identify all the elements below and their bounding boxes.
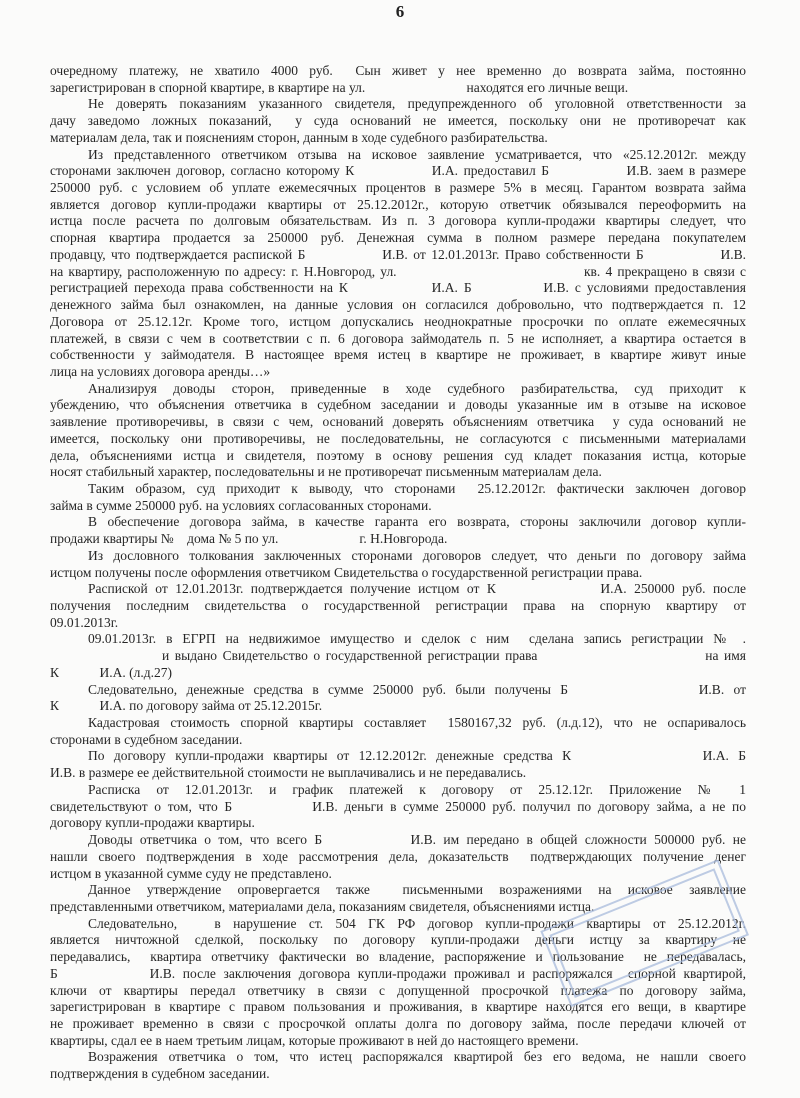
text-line: лица на условиях договора аренды…»: [50, 363, 271, 379]
text-line: договору купли-продажи квартиры.: [50, 815, 255, 831]
text-line: спорная квартира продается за 250000 руб. Денежная сумма в полном размере передана покупателем: [50, 230, 746, 246]
text-line: Доводы ответчика о том, что всего Б И.В. им передано в общей сложности 500000 руб. не: [88, 832, 746, 848]
text-line: Данное утверждение опровергается также письменными возражениями на исковое заявление: [88, 882, 746, 898]
text-line: ключи от квартиры передал ответчику в связи с допущенной просрочкой платежа по договору займа,: [50, 982, 746, 998]
text-line: дачу заведомо ложных показаний, у суда оснований не имеется, поскольку они не противоречат как: [50, 113, 746, 129]
text-line: Таким образом, суд приходит к выводу, что сторонами 25.12.2012г. фактически заключен договор: [88, 480, 746, 496]
page-number: 6: [395, 2, 405, 21]
text-line: В обеспечение договора займа, в качестве гаранта его возврата, стороны заключили договор купли-: [88, 514, 746, 530]
text-line: является договор купли-продажи квартиры от 25.12.2012г., которую ответчик обязывался переоформить на: [50, 196, 746, 212]
text-line: Следовательно, денежные средства в сумме 250000 руб. были получены Б И.В. от: [88, 681, 746, 697]
text-line: И.В. в размере ее действительной стоимости не выплачивались и не передавались.: [50, 765, 527, 781]
document-body: [50, 63, 746, 1083]
text-line: собственности у займодателя. В настоящее время истец в квартире не проживает, в квартире живут иные: [50, 347, 746, 363]
text-line: сторонами заключен договор, согласно которому К И.А. предоставил Б И.В. заем в размере: [50, 163, 746, 179]
text-line: К И.А. (л.д.27): [50, 664, 172, 680]
text-line: денежного займа был ознакомлен, на данные условия он согласился добровольно, что подтверждается п. 12: [50, 297, 746, 313]
paragraph: [50, 147, 746, 381]
text-line: Анализируя доводы сторон, приведенные в ходе судебного разбирательства, суд приходит к: [88, 380, 746, 396]
text-line: является ничтожной сделкой, поскольку по договору купли-продажи деньги истцу за квартиру не: [50, 932, 746, 948]
paragraph: [50, 631, 746, 681]
text-line: материалам дела, так и пояснениям сторон, данным в ходе судебного разбирательства.: [50, 129, 548, 145]
text-line: передавались, квартира ответчику фактически во владение, распоряжение и пользование не передавалась,: [50, 949, 746, 965]
paragraph: [50, 715, 746, 748]
text-line: очередному платежу, не хватило 4000 руб. Сын живет у нее временно до возврата займа, постоянно: [50, 63, 746, 78]
text-line: дела, объяснениями истца и свидетеля, поэтому в основу решения суд кладет показания истца, которые: [50, 447, 746, 463]
text-line: Кадастровая стоимость спорной квартиры составляет 1580167,32 руб. (л.д.12), что не оспаривалось: [88, 715, 746, 731]
text-line: представленными ответчиком, материалами дела, показаниям свидетеля, объяснениями истца.: [50, 898, 595, 914]
text-line: продажи квартиры № дома № 5 по ул. г. Н.Новгорода.: [50, 531, 448, 547]
paragraph: [50, 481, 746, 514]
text-line: Не доверять показаниям указанного свидетеля, предупрежденного об уголовной ответственности за: [88, 96, 746, 112]
paragraph: [50, 1049, 746, 1082]
text-line: К И.А. по договору займа от 25.12.2015г.: [50, 698, 323, 714]
text-line: истцом в указанной сумме суду не представлено.: [50, 865, 332, 881]
paragraph: [50, 63, 746, 96]
text-line: подтверждения в судебном заседании.: [50, 1066, 270, 1082]
paragraph: [50, 832, 746, 882]
paragraph: [50, 581, 746, 631]
text-line: свидетельствуют о том, что Б И.В. деньги в сумме 250000 руб. получил по договору займа, а не по: [50, 798, 746, 814]
paragraph: [50, 548, 746, 581]
text-line: займа в сумме 250000 руб. на условиях согласованных сторонами.: [50, 497, 432, 513]
text-line: истца после расчета по долговым обязательствам. Из п. 3 договора купли-продажи квартиры следует, что: [50, 213, 746, 229]
text-line: Из представленного ответчиком отзыва на исковое заявление усматривается, что «25.12.2012г. между: [88, 146, 746, 162]
paragraph: [50, 381, 746, 481]
text-line: регистрацией перехода права собственности на К И.А. Б И.В. с условиями предоставления: [50, 280, 746, 296]
text-line: и выдано Свидетельство о государственной регистрации права на имя: [50, 648, 746, 664]
text-line: Договора от 25.12.12г. Кроме того, истцом допускались неоднократные просрочки по оплате ежемесячных: [50, 313, 746, 329]
text-line: зарегистрирован в квартире с правом пользования и проживания, в квартире находятся его вещи, в квартире: [50, 999, 746, 1015]
text-line: Б И.В. после заключения договора купли-продажи проживал и распоряжался спорной квартирой,: [50, 965, 746, 981]
text-line: носят стабильный характер, последовательны и не противоречат письменным материалам дела.: [50, 464, 602, 480]
text-line: квартиры, сдал ее в наем третьим лицам, которые проживают в ней до настоящего времени.: [50, 1032, 579, 1048]
text-line: 09.01.2013г.: [50, 614, 119, 630]
text-line: на квартиру, расположенную по адресу: г. Н.Новгород, ул. кв. 4 прекращено в связи с: [50, 263, 746, 279]
text-line: Из дословного толкования заключенных сторонами договоров следует, что деньги по договору займа: [88, 547, 746, 563]
paragraph: [50, 782, 746, 832]
text-line: платежей, в связи с чем в соответствии с п. 6 договора займодатель п. 5 не исполняет, а квартира остается в: [50, 330, 746, 346]
text-line: Расписка от 12.01.2013г. и график платежей к договору от 25.12.12г. Приложение № 1: [88, 781, 746, 797]
paragraph: [50, 96, 746, 146]
text-line: заявление противоречивы, в связи с чем, оснований доверять объяснениям ответчика у суда оснований не: [50, 414, 746, 430]
text-line: нашли своего подтверждения в ходе рассмотрения дела, доказательств подтверждающих получение денег: [50, 848, 746, 864]
text-line: зарегистрирован в спорной квартире, в квартире на ул. находятся его личные вещи.: [50, 79, 629, 95]
text-line: истцом получены после оформления ответчиком Свидетельства о государственной регистрации права.: [50, 564, 643, 580]
text-line: Следовательно, в нарушение ст. 504 ГК РФ договор купли-продажи квартиры от 25.12.2012г.: [88, 915, 746, 931]
text-line: убеждению, что объяснения ответчика в судебном заседании и доводы указанные им в отзыве на исковое: [50, 397, 746, 413]
paragraph: [50, 916, 746, 1050]
text-line: 250000 руб. с условием об уплате ежемесячных процентов в размере 5% в месяц. Гарантом возврата займа: [50, 180, 746, 196]
paragraph: [50, 514, 746, 547]
paragraph: [50, 882, 746, 915]
text-line: Распиской от 12.01.2013г. подтверждается получение истцом от К И.А. 250000 руб. после: [88, 581, 746, 597]
text-line: получения последним свидетельства о государственной регистрации права на спорную квартиру от: [50, 598, 746, 613]
text-line: не проживает временно в связи с просрочкой оплаты долга по договору займа, после передачи ключей от: [50, 1015, 746, 1031]
text-line: Возражения ответчика о том, что истец распоряжался квартирой без его ведома, не нашли своего: [88, 1049, 746, 1065]
paragraph: [50, 748, 746, 781]
text-line: сторонами в судебном заседании.: [50, 731, 243, 747]
text-line: По договору купли-продажи квартиры от 12.12.2012г. денежные средства К И.А. Б: [88, 748, 746, 764]
paragraph: [50, 682, 746, 715]
text-line: продавцу, что подтверждается распиской Б И.В. от 12.01.2013г. Право собственности Б И.В.: [50, 246, 746, 262]
text-line: имеется, поскольку они противоречивы, не последовательны, не согласуются с письменными материалами: [50, 430, 746, 446]
text-line: 09.01.2013г. в ЕГРП на недвижимое имущество и сделок с ним сделана запись регистрации № .: [88, 631, 746, 647]
